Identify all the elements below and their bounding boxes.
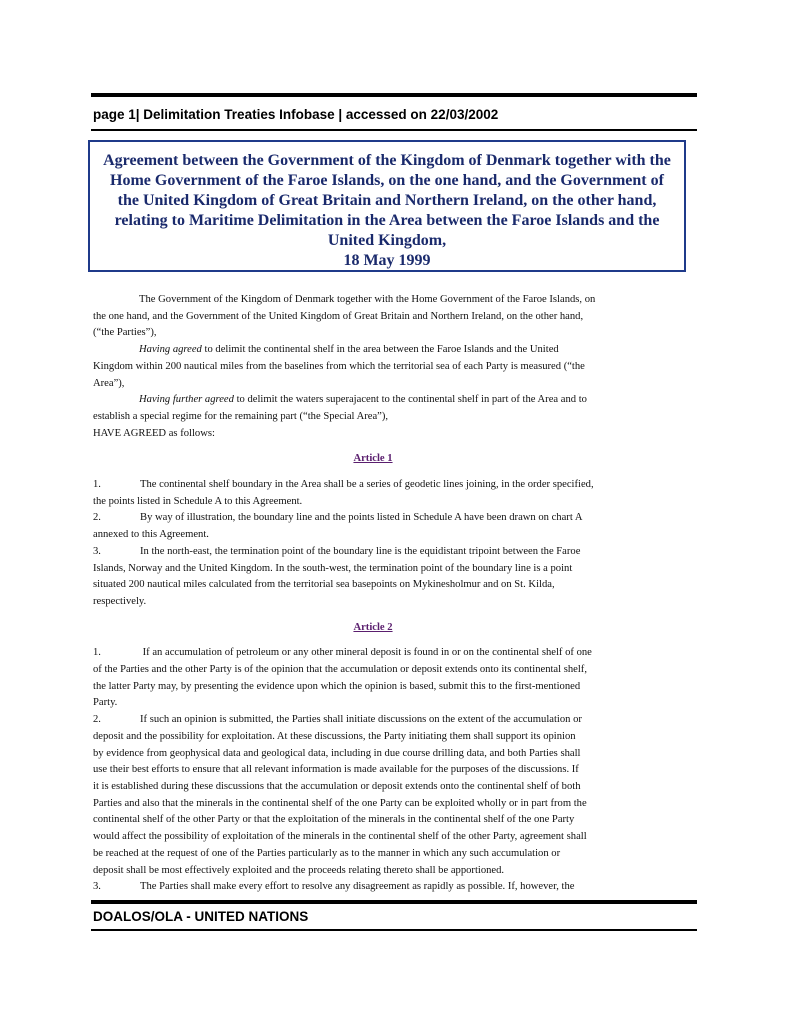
item-number: 3. [93,881,101,893]
text-line: The Government of the Kingdom of Denmark together with the Home Government of the Faroe Islands, on [139,294,596,305]
article-2-heading: Article 2 [353,621,393,633]
text-line [93,392,653,409]
title-line: Home Government of the Faroe Islands, on the one hand, and the Government of [110,172,664,189]
text-line: respectively. [93,595,147,607]
document-title [88,140,686,272]
item-number: 2. [93,714,101,726]
text-line: the one hand, and the Government of the United Kingdom of Great Britain and Northern Ireland, on the other hand, [93,310,584,322]
text-span: By way of illustration, the boundary line and the points listed in Schedule A have been drawn on chart A [140,512,583,524]
text-line [93,544,653,561]
article-1-heading: Article 1 [353,453,393,465]
article-2 [93,645,653,896]
text-span: If such an opinion is submitted, the Parties shall initiate discussions on the extent of the accumulation or [140,714,582,726]
text-line: it is established during these discussions that the accumulation or deposit extends onto the continental shelf of both [93,780,581,792]
page-header: page 1| Delimitation Treaties Infobase | accessed on 22/03/2002 [93,107,499,122]
preamble [93,292,653,442]
text-line: Kingdom within 200 nautical miles from the baselines from which the territorial sea of each Party is measured (“the [93,360,585,372]
item-number: 1. [93,647,101,659]
title-line: relating to Maritime Delimitation in the Area between the Faroe Islands and the [114,212,660,229]
title-line: United Kingdom, [327,232,447,249]
document-body [93,292,653,896]
text-line: be reached at the request of one of the Parties particularly as to the manner in which any such accumulation or [93,847,561,859]
header-rule-bottom [91,129,697,131]
text-line: by evidence from geophysical data and geological data, including in due course drilling data, and both Parties shall [93,747,581,759]
title-line: Agreement between the Government of the Kingdom of Denmark together with the [103,152,671,169]
text-span: If an accumulation of petroleum or any other mineral deposit is found in or on the continental shelf of one [140,647,592,659]
text-line: the points listed in Schedule A to this Agreement. [93,495,303,507]
text-line [93,477,653,494]
item-number: 1. [93,479,101,491]
text-line: annexed to this Agreement. [93,529,209,541]
item-number: 2. [93,512,101,524]
page-footer: DOALOS/OLA - UNITED NATIONS [93,909,309,924]
text-line: deposit shall be most effectively exploited and the proceeds relating thereto shall be apportioned. [93,864,505,876]
title-line: the United Kingdom of Great Britain and Northern Ireland, on the other hand, [117,192,657,209]
text-line [93,510,653,527]
text-span: In the north-east, the termination point of the boundary line is the equidistant tripoint between the Faroe [140,545,581,557]
header-rule-top [91,93,697,97]
text-span: to delimit the continental shelf in the area between the Faroe Islands and the United [201,344,559,356]
text-line: the latter Party may, by presenting the evidence upon which the opinion is based, submit this to the first-mentioned [93,680,581,692]
text-line: HAVE AGREED as follows: [93,427,215,439]
text-line: establish a special regime for the remaining part (“the Special Area”), [93,410,389,422]
text-line: would affect the possibility of exploitation of the minerals in the continental shelf of the other Party, agreement shall [93,831,587,843]
text-line: Parties and also that the minerals in the continental shelf of the one Party can be exploited wholly or in part from the [93,797,587,809]
text-line: continental shelf of the other Party or that the exploitation of the minerals in the continental shelf of the one Party [93,814,575,826]
text-span: The continental shelf boundary in the Area shall be a series of geodetic lines joining, in the order specified, [140,479,594,491]
text-span: to delimit the waters superajacent to the continental shelf in part of the Area and to [233,394,587,406]
italic-phrase: Having agreed [139,344,202,356]
italic-phrase: Having further agreed [139,394,234,406]
text-line: Area”), [93,377,125,389]
text-line: use their best efforts to ensure that all relevant information is made available for the purposes of the discussions. If [93,764,579,776]
text-line [93,342,653,359]
text-line: of the Parties and the other Party is of the opinion that the accumulation or deposit extends onto its continental shelf, [93,664,587,676]
footer-rule-top [91,900,697,904]
text-line [93,712,653,729]
item-number: 3. [93,545,101,557]
text-line: (“the Parties”), [93,327,157,339]
text-line: Party. [93,697,118,709]
text-span: The Parties shall make every effort to resolve any disagreement as rapidly as possible. If, however, the [140,881,575,893]
text-line: deposit and the possibility for exploitation. At these discussions, the Party initiating them shall support its opinion [93,730,576,742]
text-line: Islands, Norway and the United Kingdom. In the south-west, the termination point of the boundary line is a point [93,562,573,574]
text-line: situated 200 nautical miles calculated from the territorial sea basepoints on Mykinesholmur and on St. Kilda, [93,579,555,591]
footer-rule-bottom [91,929,697,931]
title-date: 18 May 1999 [343,252,431,269]
text-line [93,879,653,896]
text-line [93,645,653,662]
article-1 [93,477,653,611]
